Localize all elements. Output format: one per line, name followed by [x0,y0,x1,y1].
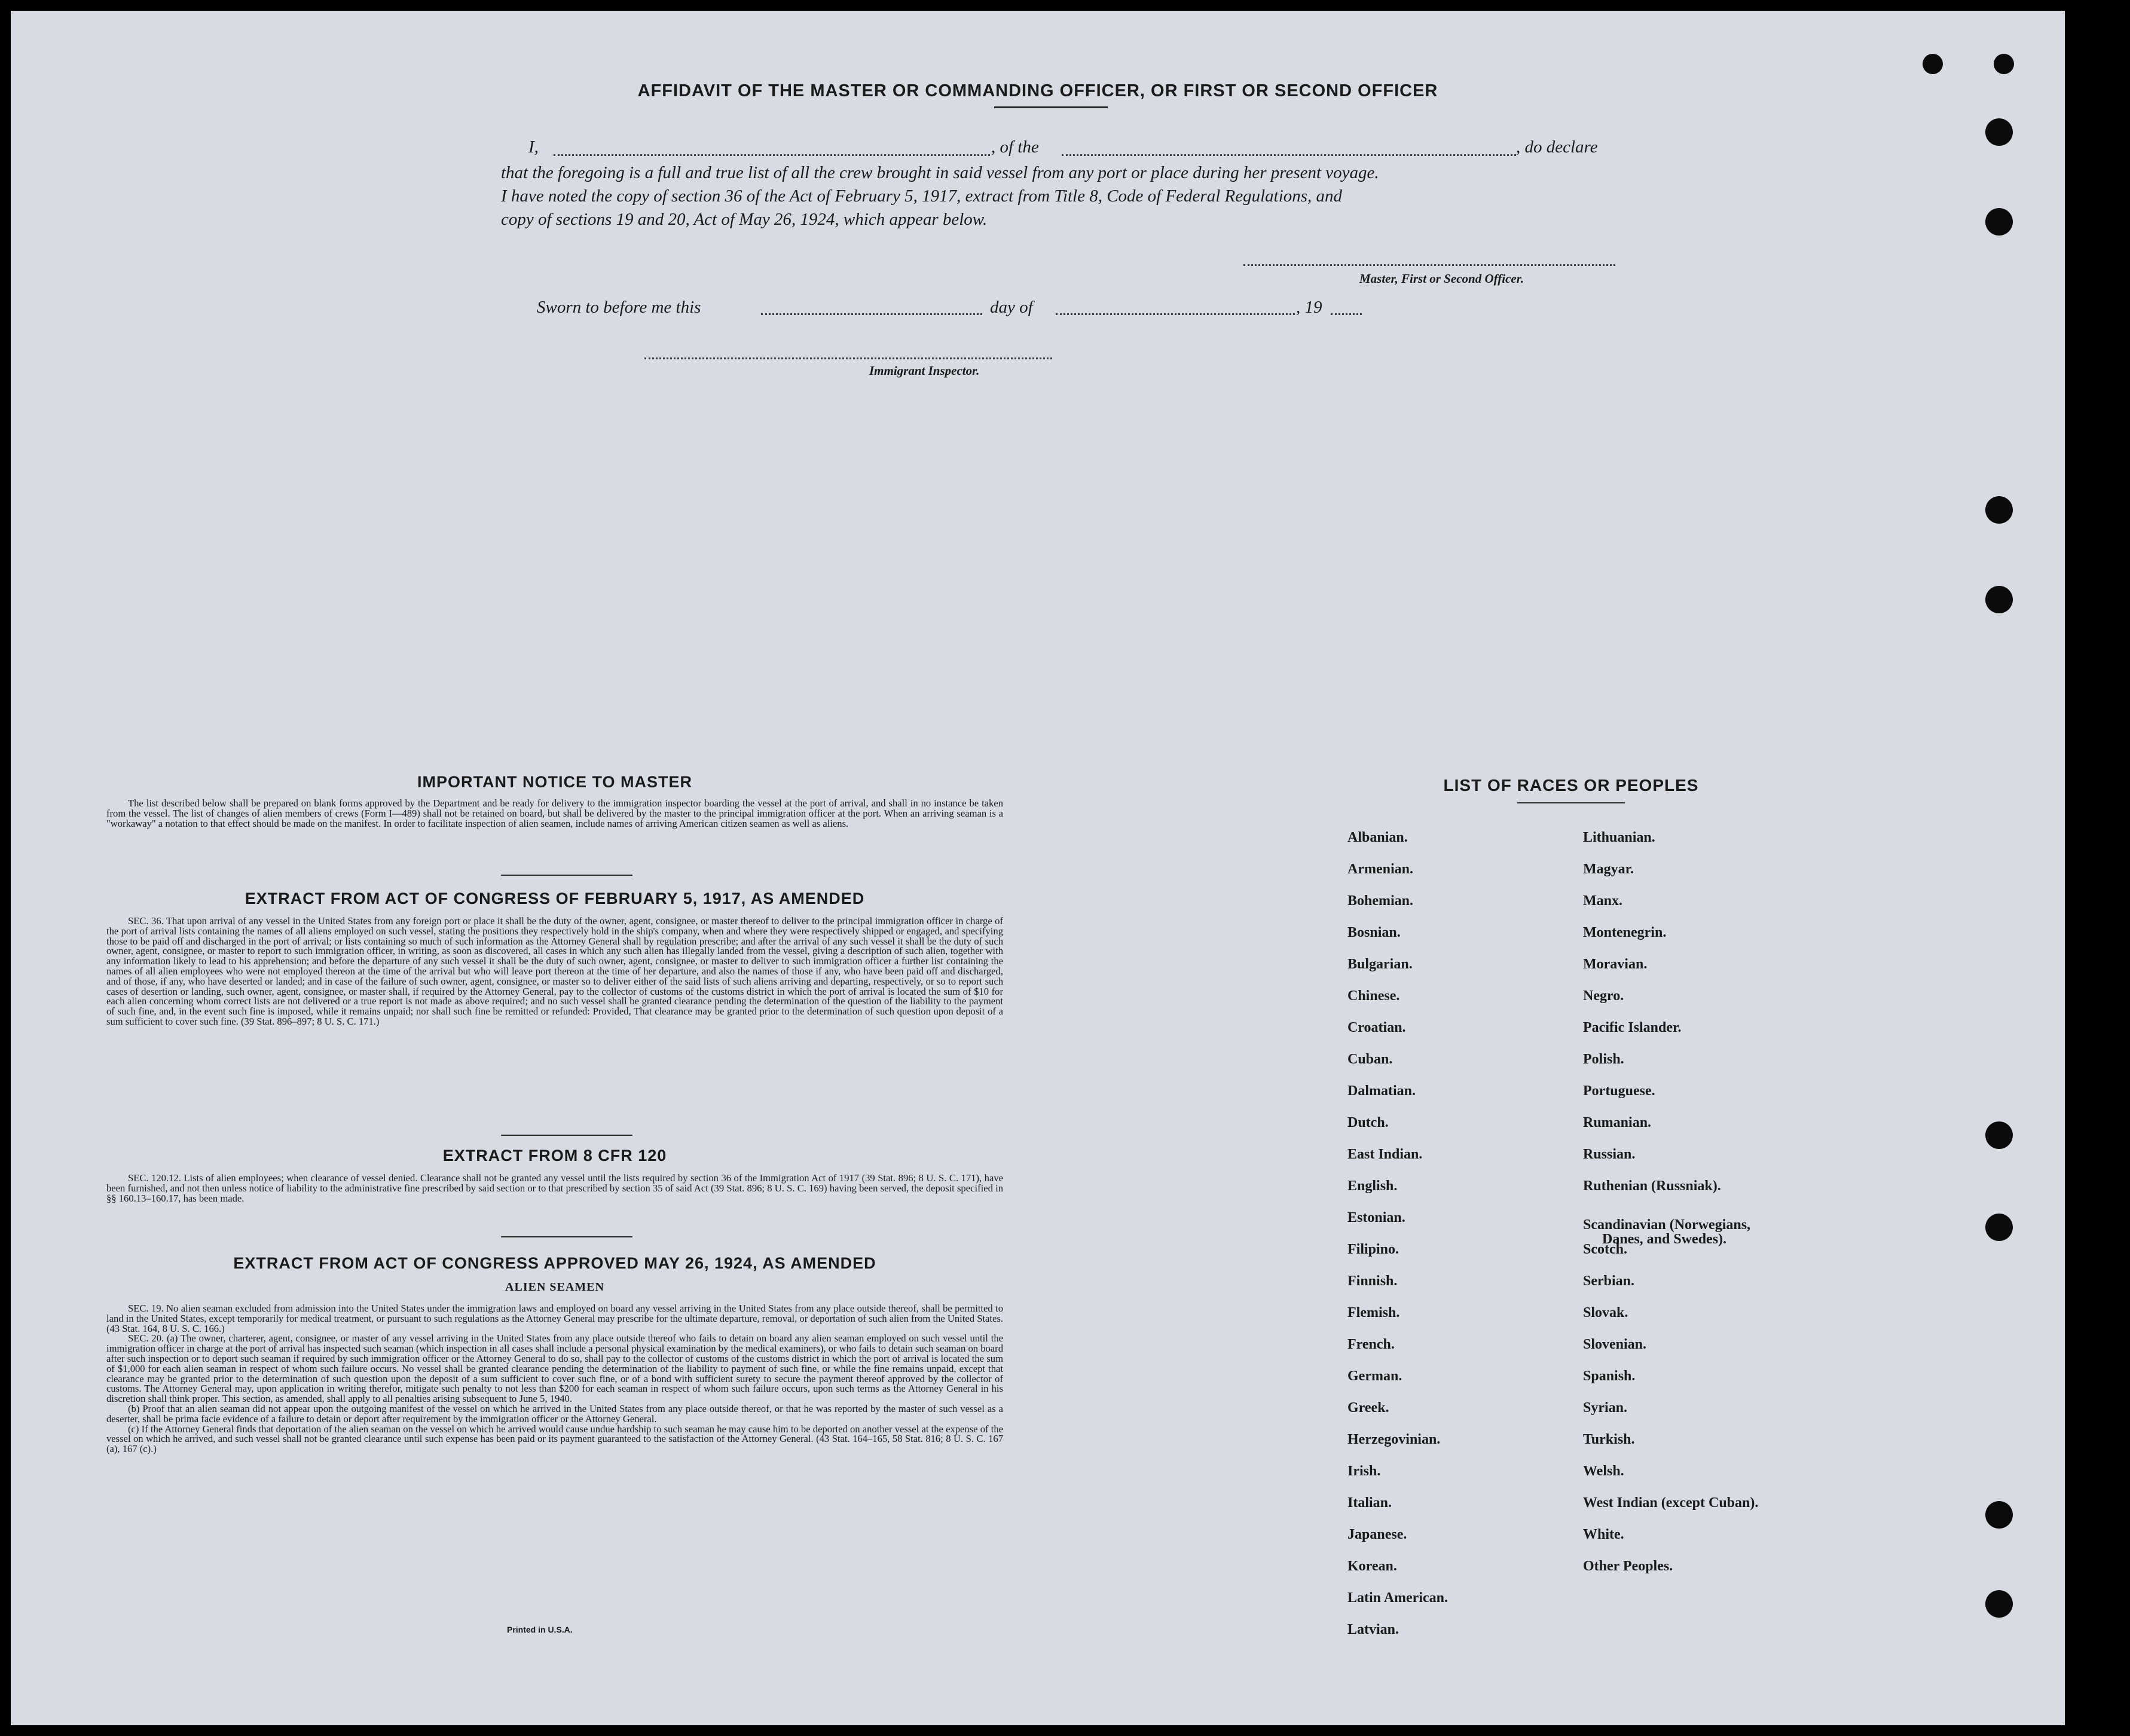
race-item: Ruthenian (Russniak). [1583,1178,1721,1194]
race-item: Serbian. [1583,1273,1635,1289]
affidavit-line-2: that the foregoing is a full and true list of all the crew brought in said vessel from any port or place during her present voyage. [501,163,1379,182]
sworn-day-blank[interactable] [761,313,982,315]
race-item: Bosnian. [1347,925,1401,940]
binder-hole [1985,1214,2013,1241]
race-item: Filipino. [1347,1242,1399,1257]
race-item: English. [1347,1178,1398,1194]
name-blank[interactable] [554,154,990,156]
race-item: Russian. [1583,1147,1636,1162]
race-item: Armenian. [1347,861,1413,877]
race-item: Polish. [1583,1052,1624,1067]
extract-cfr-body [106,1173,1003,1203]
race-item: Turkish. [1583,1432,1635,1447]
race-item: Other Peoples. [1583,1558,1673,1574]
affidavit-i: I, [528,137,539,157]
notice-title: IMPORTANT NOTICE TO MASTER [417,773,692,791]
vessel-blank[interactable] [1062,154,1516,156]
sec-20a-paragraph: SEC. 20. (a) The owner, charterer, agent, consignee, or master of any vessel arriving in the United States from any place outside thereof who fails to detain on board any alien seaman employed on such vessel until the immigration officer in charge at the port of arrival has inspected such seaman (which inspection in all cases shall include a personal physical examination by the medical examiners), or who fails to detain such seaman on board after such inspection or to deport such seaman if required by such immigration officer or the Attorney General to do so, shall pay to the collector of customs of the customs district in which the port of arrival is located the sum of $1,000 for each alien seaman in respect of whom such failure occurs. No vessel shall be granted clearance pending the determination of the liability to payment of such fine, or while the fine remains unpaid, except that clearance may be granted prior to the determination of such question upon the deposit of a sum sufficient to cover such fine, or of a bond with sufficient surety to secure the payment thereof approved by the collector of customs. The Attorney General may, upon application in writing therefor, mitigate such penalty to not less than $200 for each seaman in respect of whom such failure occurs, upon such terms as the Attorney General in his discretion shall think proper. This section, as amended, shall apply to all penalties arising subsequent to June 5, 1940. [106,1332,1003,1405]
race-item: Latvian. [1347,1622,1399,1637]
race-item: Manx. [1583,893,1622,909]
race-item: Bulgarian. [1347,956,1413,972]
race-item: Danes, and Swedes). [1602,1231,1727,1247]
sworn-text: Sworn to before me this [537,298,701,317]
year-prefix: , 19 [1296,298,1322,317]
extract-1924-title: EXTRACT FROM ACT OF CONGRESS APPROVED MAY 26, 1924, AS AMENDED [233,1254,876,1272]
race-item: Slovenian. [1583,1337,1647,1352]
master-signature-line[interactable] [1243,264,1615,266]
race-item: French. [1347,1337,1395,1352]
race-item: Montenegrin. [1583,925,1667,940]
race-item: Irish. [1347,1463,1381,1479]
race-item: Scandinavian (Norwegians, [1583,1217,1751,1233]
section-rule [501,1236,632,1237]
race-item: Syrian. [1583,1400,1628,1416]
notice-body [106,799,1003,829]
sec-120-paragraph: SEC. 120.12. Lists of alien employees; when clearance of vessel denied. Clearance shall not be granted any vessel until the lists required by section 36 of the Immigration Act of 1917 (39 Stat. 896; 8 U. S. C. 171), have been furnished, and not then unless notice of liability to the administrative fine prescribed by said section or to that prescribed by section 35 of said Act (39 Stat. 896; 8 U. S. C. 169) having been served, the deposit specified in §§ 160.13–160.17, has been made. [106,1172,1003,1204]
race-item: Slovak. [1583,1305,1628,1321]
notice-paragraph: The list described below shall be prepared on blank forms approved by the Department and be ready for delivery to the immigration inspector boarding the vessel at the port of arrival, and shall in no instance be taken from the vessel. The list of changes of alien members of crews (Form I—489) shall not be retained on board, but shall be delivered by the master to the principal immigration officer at the port. When an arriving seaman is a "workaway" a notation to that effect should be made on the manifest. In order to facilitate inspection of alien seamen, include names of arriving American citizen seamen as well as aliens. [106,797,1003,829]
binder-hole [1985,586,2013,613]
affidavit-line-3: I have noted the copy of section 36 of the Act of February 5, 1917, extract from Title 8, Code of Federal Regulations, and [501,187,1343,206]
race-item: German. [1347,1368,1402,1384]
race-item: Herzegovinian. [1347,1432,1441,1447]
race-item: Croatian. [1347,1020,1406,1035]
alien-seamen-subtitle: ALIEN SEAMEN [505,1280,604,1294]
extract-1917-title: EXTRACT FROM ACT OF CONGRESS OF FEBRUARY 5, 1917, AS AMENDED [245,890,865,907]
race-item: Albanian. [1347,830,1408,845]
binder-hole [1923,54,1943,74]
extract-1917-body [106,916,1003,1027]
sec-20b-paragraph: (b) Proof that an alien seaman did not appear upon the outgoing manifest of the vessel on which he arrived in the United States from any place outside thereof, or that he was reported by the master of such vessel as a deserter, shall be prima facie evidence of a failure to detain or deport after requirement by the immigration officer or the Attorney General. [106,1402,1003,1425]
affidavit-title: AFFIDAVIT OF THE MASTER OR COMMANDING OFFICER, OR FIRST OR SECOND OFFICER [637,81,1438,100]
race-item: Magyar. [1583,861,1634,877]
race-item: Portuguese. [1583,1083,1655,1099]
races-title-rule [1517,802,1625,803]
race-item: Moravian. [1583,956,1648,972]
inspector-label: Immigrant Inspector. [869,363,980,378]
race-item: East Indian. [1347,1147,1423,1162]
sworn-year-blank[interactable] [1331,313,1362,315]
race-item: Chinese. [1347,988,1400,1004]
race-item: Japanese. [1347,1527,1407,1542]
sec-20c-paragraph: (c) If the Attorney General finds that deportation of the alien seaman on the vessel on which he arrived would cause undue hardship to such seaman he may cause him to be deported on another vessel at the expense of the vessel on which he arrived, and such vessel shall not be granted clearance until such expense has been paid or its payment guaranteed to the satisfaction of the Attorney General. (43 Stat. 164–165, 58 Stat. 816; 8 U. S. C. 167 (a), 167 (c).) [106,1423,1003,1455]
race-item: Dutch. [1347,1115,1389,1130]
printed-in-usa: Printed in U.S.A. [507,1625,573,1634]
race-item: Italian. [1347,1495,1392,1511]
race-item: Lithuanian. [1583,830,1655,845]
affidavit-do-declare: , do declare [1516,137,1598,157]
master-signature-label: Master, First or Second Officer. [1359,271,1524,286]
form-page [11,11,2065,1725]
title-rule [994,106,1108,108]
race-item: Scotch. [1583,1242,1627,1257]
race-item: Bohemian. [1347,893,1414,909]
binder-hole [1985,496,2013,524]
race-item: Rumanian. [1583,1115,1652,1130]
sec-36-paragraph: SEC. 36. That upon arrival of any vessel in the United States from any foreign port or place it shall be the duty of the owner, agent, consignee, or master thereof to deliver to the principal immigration officer in charge of the port of arrival lists containing the names of all aliens employed on such vessel, stating the positions they respectively hold in the ship's company, when and where they were respectively shipped or engaged, and specifying those to be paid off and discharged in the port of arrival; or lists containing so much of such information as the Attorney General shall by regulation prescribe; and after the arrival of any such vessel it shall be the duty of such owner, agent, consignee, or master to report to such immigration officer, in writing, as soon as discovered, all cases in which any such alien has illegally landed from the vessel, giving a description of such alien, together with any information likely to lead to his apprehension; and before the departure of any such vessel it shall be the duty of such owner, agent, consignee, or master to deliver to such immigration officer a further list containing the names of all alien employees who were not employed thereon at the time of the arrival but who will leave port thereon at the time of her departure, and also the names of those if any, who have been paid off and discharged, and of those, if any, who have deserted or landed; and in case of the failure of such owner, agent, consignee, or master so to deliver either of the said lists of such aliens arriving and departing, respectively, or so to report such cases of desertion or landing, such owner, agent, consignee, or master shall, if required by the Attorney General, pay to the collector of customs of the customs district in which the port of arrival is located the sum of $10 for each alien concerning whom correct lists are not delivered or a true report is not made as above required; and no such vessel shall be granted clearance pending the determination of the question of the liability to the payment of such fine, and, in the event such fine is imposed, while it remains unpaid; nor shall such fine be remitted or refunded: Provided, That clearance may be granted prior to the determination of such question upon deposit of a sum sufficient to cover such fine. (39 Stat. 896–897; 8 U. S. C. 171.) [106,915,1003,1027]
affidavit-of-the: , of the [991,137,1039,157]
section-rule [501,1135,632,1136]
race-item: West Indian (except Cuban). [1583,1495,1759,1511]
binder-hole [1985,118,2013,146]
race-item: White. [1583,1527,1624,1542]
day-of-text: day of [990,298,1033,317]
extract-cfr-title: EXTRACT FROM 8 CFR 120 [442,1147,667,1165]
sec-19-paragraph: SEC. 19. No alien seaman excluded from admission into the United States under the immigration laws and employed on board any vessel arriving in the United States from any place outside thereof, shall be permitted to land in the United States, except temporarily for medical treatment, or pursuant to such regulations as the Attorney General may prescribe for the ultimate departure, removal, or deportation of such alien from the United States. (43 Stat. 164, 8 U. S. C. 166.) [106,1303,1003,1334]
binder-hole [1994,54,2014,74]
race-item: Dalmatian. [1347,1083,1416,1099]
race-item: Cuban. [1347,1052,1393,1067]
binder-hole [1985,1501,2013,1529]
extract-1924-body [106,1304,1003,1454]
race-item: Welsh. [1583,1463,1624,1479]
races-title: LIST OF RACES OR PEOPLES [1443,776,1699,794]
race-item: Estonian. [1347,1210,1405,1225]
affidavit-line-4: copy of sections 19 and 20, Act of May 26, 1924, which appear below. [501,210,988,229]
binder-hole [1985,208,2013,236]
binder-hole [1985,1590,2013,1618]
binder-hole [1985,1121,2013,1149]
race-item: Korean. [1347,1558,1397,1574]
race-item: Pacific Islander. [1583,1020,1682,1035]
race-item: Greek. [1347,1400,1389,1416]
race-item: Latin American. [1347,1590,1448,1606]
race-item: Finnish. [1347,1273,1398,1289]
sworn-month-blank[interactable] [1056,313,1295,315]
race-item: Spanish. [1583,1368,1636,1384]
race-item: Flemish. [1347,1305,1400,1321]
race-item: Negro. [1583,988,1624,1004]
inspector-signature-line[interactable] [644,357,1052,359]
section-rule [501,875,632,876]
